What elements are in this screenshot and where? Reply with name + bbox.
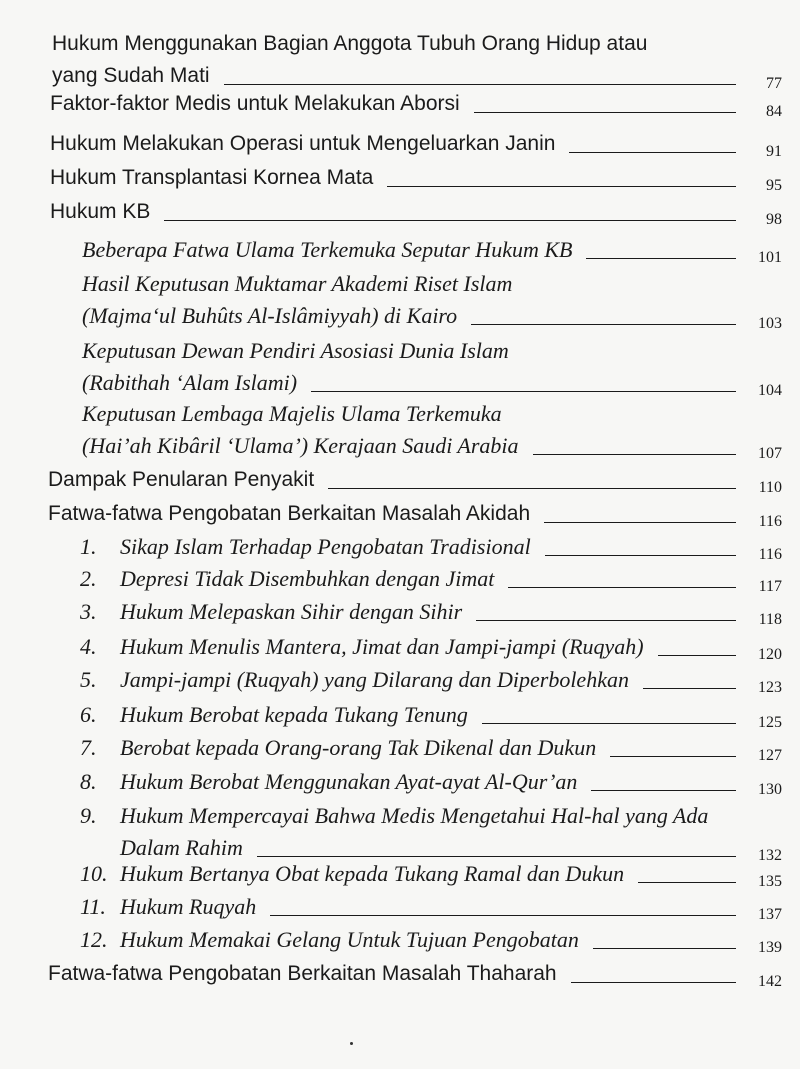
toc-entry-title: Fatwa-fatwa Pengobatan Berkaitan Masalah Akidah: [48, 502, 531, 525]
toc-item-number: 6.: [80, 702, 97, 727]
toc-page-number: 120: [758, 646, 782, 663]
toc-page-number: 91: [766, 143, 782, 160]
ink-speck: [350, 1042, 353, 1045]
toc-entry-title: Sikap Islam Terhadap Pengobatan Tradisional: [120, 534, 531, 559]
toc-leader-line: [545, 555, 736, 556]
toc-page-number: 127: [758, 747, 782, 764]
toc-entry-title: yang Sudah Mati: [52, 64, 210, 87]
toc-entry-line: [0, 960, 800, 988]
toc-page-number: 137: [758, 906, 782, 923]
toc-entry-title: Hukum Berobat kepada Tukang Tenung: [120, 702, 468, 727]
toc-entry-line: [0, 860, 800, 888]
toc-page-number: 98: [766, 211, 782, 228]
toc-page-number: 135: [758, 873, 782, 890]
toc-page-number: 103: [758, 315, 782, 332]
toc-page-number: 125: [758, 714, 782, 731]
toc-leader-line: [610, 756, 736, 757]
toc-page-number: 107: [758, 445, 782, 462]
toc-leader-line: [311, 391, 736, 392]
toc-item-number: 11.: [80, 894, 106, 919]
toc-item-number: 3.: [80, 599, 97, 624]
toc-entry-line: [0, 432, 800, 460]
toc-page-number: 104: [758, 382, 782, 399]
toc-entry-title: Berobat kepada Orang-orang Tak Dikenal dan Dukun: [120, 735, 597, 760]
toc-leader-line: [476, 620, 736, 621]
toc-entry-line: [0, 734, 800, 762]
toc-entry-title: Hukum Ruqyah: [120, 894, 257, 919]
toc-leader-line: [508, 587, 736, 588]
toc-page-number: 116: [758, 513, 782, 530]
toc-entry-line: [0, 337, 800, 365]
toc-leader-line: [591, 790, 736, 791]
toc-entry-title: Dalam Rahim: [120, 835, 243, 860]
toc-leader-line: [257, 856, 736, 857]
toc-entry-line: [0, 565, 800, 593]
toc-entry-line: [0, 90, 800, 118]
toc-entry-line: [0, 30, 800, 58]
toc-leader-line: [270, 915, 736, 916]
toc-item-number: 8.: [80, 769, 97, 794]
toc-entry-line: [0, 500, 800, 528]
toc-entry-line: [0, 598, 800, 626]
toc-leader-line: [586, 258, 736, 259]
toc-item-number: 9.: [80, 803, 97, 828]
toc-page-number: 116: [758, 546, 782, 563]
toc-entry-title: Dampak Penularan Penyakit: [48, 468, 315, 491]
toc-entry-line: [0, 701, 800, 729]
toc-page-number: 139: [758, 939, 782, 956]
toc-item-number: 1.: [80, 534, 97, 559]
toc-entry-title: Hukum Memakai Gelang Untuk Tujuan Pengobatan: [120, 927, 579, 952]
toc-entry-title: Hukum Melakukan Operasi untuk Mengeluarkan Janin: [50, 132, 556, 155]
toc-entry-line: [0, 926, 800, 954]
toc-entry-title: Hukum Transplantasi Kornea Mata: [50, 166, 374, 189]
toc-page-number: 117: [758, 578, 782, 595]
toc-page-number: 84: [766, 103, 782, 120]
toc-page-number: 77: [766, 75, 782, 92]
toc-entry-line: [0, 633, 800, 661]
toc-page-number: 130: [758, 781, 782, 798]
toc-entry-title: Faktor-faktor Medis untuk Melakukan Aborsi: [50, 92, 460, 115]
toc-entry-title: Keputusan Lembaga Majelis Ulama Terkemuka: [82, 401, 502, 426]
toc-entry-title: (Majma‘ul Buhûts Al-Islâmiyyah) di Kairo: [82, 303, 458, 328]
toc-leader-line: [571, 982, 736, 983]
toc-entry-line: [0, 130, 800, 158]
toc-entry-title: Fatwa-fatwa Pengobatan Berkaitan Masalah Thaharah: [48, 962, 557, 985]
toc-leader-line: [328, 488, 736, 489]
toc-page-number: 132: [758, 847, 782, 864]
toc-entry-title: Hukum Bertanya Obat kepada Tukang Ramal dan Dukun: [120, 861, 625, 886]
toc-entry-title: Hukum Menulis Mantera, Jimat dan Jampi-jampi (Ruqyah): [120, 634, 644, 659]
toc-leader-line: [474, 112, 736, 113]
toc-leader-line: [569, 152, 736, 153]
toc-entry-line: [0, 768, 800, 796]
toc-entry-title: (Hai’ah Kibâril ‘Ulama’) Kerajaan Saudi Arabia: [82, 433, 519, 458]
toc-page-number: 101: [758, 249, 782, 266]
toc-entry-line: [0, 834, 800, 862]
toc-leader-line: [471, 324, 736, 325]
toc-entry-line: [0, 198, 800, 226]
toc-leader-line: [593, 948, 736, 949]
toc-entry-title: (Rabithah ‘Alam Islami): [82, 370, 298, 395]
toc-page-number: 118: [758, 611, 782, 628]
toc-entry-line: [0, 270, 800, 298]
toc-entry-title: Depresi Tidak Disembuhkan dengan Jimat: [120, 566, 495, 591]
toc-entry-title: Hukum Berobat Menggunakan Ayat-ayat Al-Qur’an: [120, 769, 578, 794]
toc-entry-title: Keputusan Dewan Pendiri Asosiasi Dunia Islam: [82, 338, 509, 363]
toc-entry-title: Beberapa Fatwa Ulama Terkemuka Seputar Hukum KB: [82, 237, 573, 262]
toc-entry-line: [0, 400, 800, 428]
toc-entry-title: Hukum KB: [50, 200, 151, 223]
toc-entry-title: Hukum Melepaskan Sihir dengan Sihir: [120, 599, 463, 624]
toc-leader-line: [482, 723, 736, 724]
toc-item-number: 12.: [80, 927, 108, 952]
toc-leader-line: [544, 522, 736, 523]
toc-entry-title: Jampi-jampi (Ruqyah) yang Dilarang dan Diperbolehkan: [120, 667, 629, 692]
toc-entry-line: [0, 62, 800, 90]
toc-entry-line: [0, 533, 800, 561]
toc-leader-line: [224, 84, 736, 85]
toc-entry-title: Hasil Keputusan Muktamar Akademi Riset Islam: [82, 271, 513, 296]
toc-entry-line: [0, 466, 800, 494]
toc-page-number: 110: [758, 479, 782, 496]
toc-entry-title: Hukum Menggunakan Bagian Anggota Tubuh Orang Hidup atau: [52, 32, 648, 55]
toc-page-number: 142: [758, 973, 782, 990]
toc-item-number: 4.: [80, 634, 97, 659]
toc-entry-line: [0, 666, 800, 694]
toc-entry-line: [0, 369, 800, 397]
toc-leader-line: [533, 454, 736, 455]
toc-item-number: 7.: [80, 735, 97, 760]
toc-entry-line: [0, 236, 800, 264]
toc-leader-line: [387, 186, 736, 187]
toc-entry-line: [0, 302, 800, 330]
toc-item-number: 5.: [80, 667, 97, 692]
toc-entry-line: [0, 802, 800, 830]
toc-item-number: 10.: [80, 861, 108, 886]
toc-entry-line: [0, 893, 800, 921]
toc-entry-line: [0, 164, 800, 192]
toc-item-number: 2.: [80, 566, 97, 591]
toc-page-number: 123: [758, 679, 782, 696]
toc-page-number: 95: [766, 177, 782, 194]
toc-leader-line: [164, 220, 736, 221]
toc-entry-title: Hukum Mempercayai Bahwa Medis Mengetahui Hal-hal yang Ada: [120, 803, 709, 828]
